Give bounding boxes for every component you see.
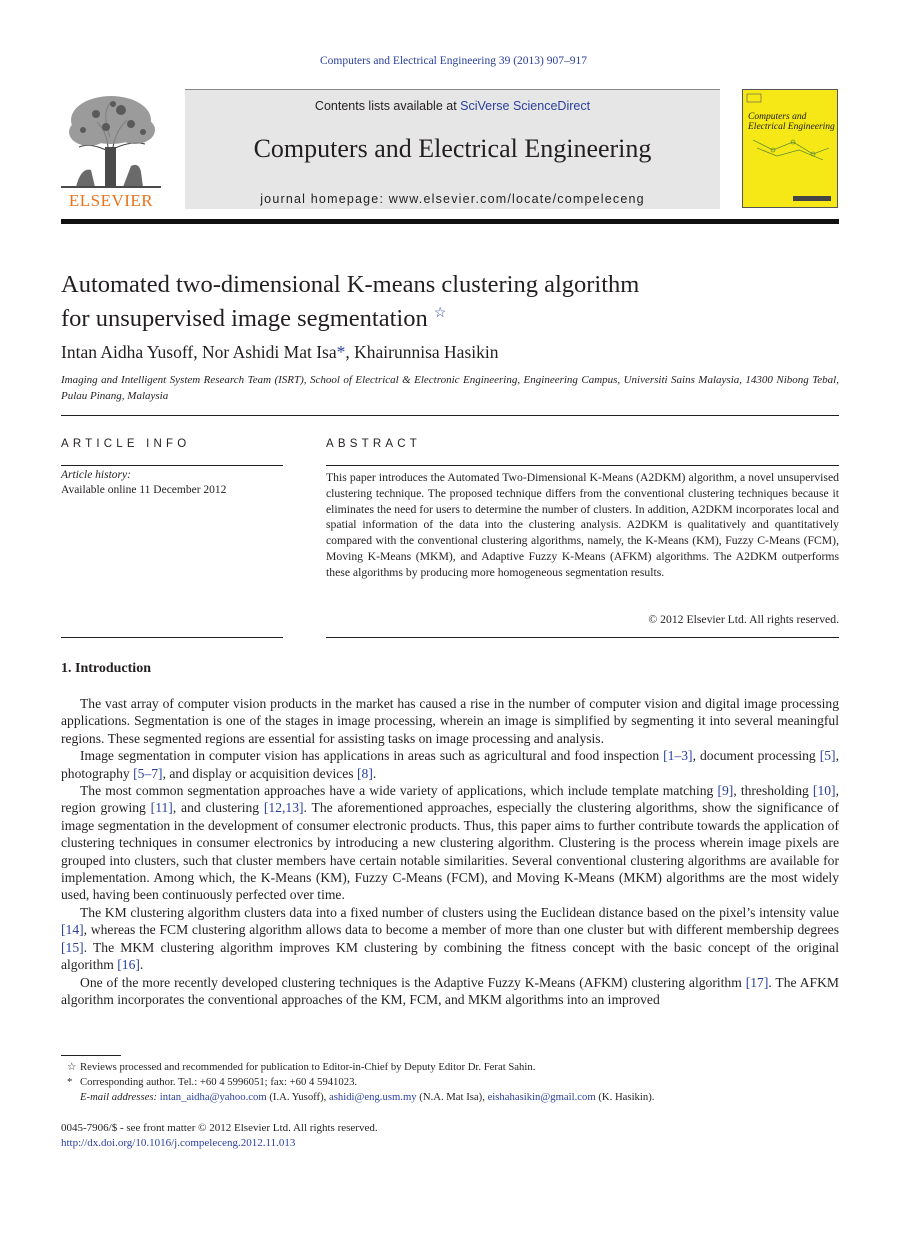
issn-block: [61, 1121, 378, 1151]
author-3: , Khairunnisa Hasikin: [345, 342, 499, 362]
email-link[interactable]: eishahasikin@gmail.com: [487, 1091, 596, 1103]
footnote-rule: [61, 1055, 121, 1056]
text: , thresholding: [733, 783, 813, 799]
text: , and clustering: [172, 800, 264, 816]
doi-link[interactable]: http://dx.doi.org/10.1016/j.compeleceng.2012.11.013: [61, 1137, 296, 1149]
footnote-corresponding: [61, 1075, 839, 1090]
paragraph-3: [61, 782, 839, 904]
text: . The MKM clustering algorithm improves KM clustering by combining the fitness concept with the basic concept of the original algorithm: [61, 939, 839, 973]
section-heading-introduction: 1. Introduction: [61, 661, 151, 676]
footnotes: [61, 1060, 839, 1105]
footnote-corr-text: Corresponding author. Tel.: +60 4 5996051; fax: +60 4 5941023.: [80, 1076, 358, 1088]
banner-top-rule: [185, 89, 720, 90]
email-owner: (K. Hasikin).: [595, 1091, 655, 1103]
paragraph-2: [61, 747, 839, 782]
footnote-emails: [61, 1090, 839, 1105]
email-owner: (I.A. Yusoff),: [266, 1091, 329, 1103]
abstract-text: This paper introduces the Automated Two-Dimensional K-Means (A2DKM) algorithm, a novel unsupervised clustering technique. The proposed technique differs from the conventional clustering techniques because it eliminates the need for users to determine the number of clusters. In addition, A2DKM incorporates local and spatial information of the data into the clustering analysis. A2DKM is qualitatively and quantitatively compared with the conventional clustering algorithms, namely, the K-Means (KM), Fuzzy C-Means (FCM), Moving K-Means (MKM), and Adaptive Fuzzy K-Means (AFKM) algorithms. The A2DKM outperforms these algorithms by producing more homogeneous segmentation results.: [326, 471, 839, 579]
citation-ref[interactable]: [15]: [61, 939, 84, 955]
author-2: Nor Ashidi Mat Isa: [201, 342, 337, 362]
paragraph-5: [61, 974, 839, 1009]
abstract-rule-bottom: [326, 637, 839, 638]
text: , whereas the FCM clustering algorithm allows data to become a member of more than one cluster but with different membership degrees: [83, 922, 839, 938]
elsevier-wordmark: ELSEVIER: [68, 191, 154, 210]
email-link[interactable]: ashidi@eng.usm.my: [329, 1091, 417, 1103]
text: .: [372, 765, 377, 781]
article-history-value: Available online 11 December 2012: [61, 484, 227, 496]
citation-ref[interactable]: [11]: [150, 800, 173, 816]
citation-ref[interactable]: [14]: [61, 922, 84, 938]
text: , document processing: [692, 748, 820, 764]
footnote-corr-mark: *: [67, 1076, 73, 1088]
email-label: E-mail addresses:: [80, 1091, 158, 1103]
text: , region growing: [61, 783, 839, 816]
text: The most common segmentation approaches have a wide variety of applications, which include template matching: [80, 783, 718, 799]
paragraph-4: [61, 904, 839, 974]
article-info-rule-top: [61, 465, 283, 466]
author-list: [61, 342, 498, 363]
text: , photography: [61, 748, 839, 781]
introduction-body: [61, 695, 839, 1008]
affiliation: Imaging and Intelligent System Research Team (ISRT), School of Electrical & Electronic Engineering, Engineering Campus, Universiti Sains Malaysia, 14300 Nibong Tebal, Pulau Pinang, Malaysia: [61, 374, 839, 402]
email-owner: (N.A. Mat Isa),: [416, 1091, 488, 1103]
contents-prefix: Contents lists available at: [314, 99, 461, 113]
citation-ref[interactable]: [5]: [819, 748, 836, 764]
header-rule: [61, 219, 839, 224]
citation-ref[interactable]: [5–7]: [133, 765, 163, 781]
text: The KM clustering algorithm clusters data into a fixed number of clusters using the Euclidean distance based on the pixel’s intensity value: [80, 904, 839, 920]
journal-homepage[interactable]: journal homepage: www.elsevier.com/locate/compeleceng: [260, 192, 645, 206]
text: , and display or acquisition devices: [162, 765, 357, 781]
citation-ref[interactable]: [16]: [117, 957, 140, 973]
journal-cover-thumbnail[interactable]: [742, 89, 838, 208]
article-title: [61, 270, 761, 333]
citation-ref[interactable]: [10]: [812, 783, 836, 799]
corresponding-author-mark[interactable]: *: [336, 342, 346, 362]
article-history-label: Article history:: [61, 469, 131, 481]
citation-ref[interactable]: [17]: [745, 974, 769, 990]
contents-available: [185, 99, 720, 113]
abstract-copyright: © 2012 Elsevier Ltd. All rights reserved.: [648, 613, 839, 626]
email-link[interactable]: intan_aidha@yahoo.com: [159, 1091, 267, 1103]
abstract-label: ABSTRACT: [326, 438, 421, 450]
author-1: Intan Aidha Yusoff,: [61, 342, 202, 362]
citation-ref[interactable]: [9]: [717, 783, 734, 799]
title-line-1: Automated two-dimensional K-means clustering algorithm: [61, 271, 640, 298]
footnote-star-mark: ☆: [67, 1061, 77, 1073]
journal-name: Computers and Electrical Engineering: [253, 134, 652, 163]
sciencedirect-link[interactable]: SciVerse ScienceDirect: [460, 99, 591, 113]
text: . The AFKM algorithm incorporates the conventional approaches of the KM, FCM, and MKM algorithms into an improved: [61, 974, 839, 1007]
text: . The aforementioned approaches, especially the clustering algorithms, show the significance of image segmentation in the development of consumer electronic products. Thus, this paper aims to further contribute towards the application of clustering techniques in consumer electronics by introducing a new clustering algorithm. Clustering is the process wherein image pixels are grouped into clusters, such that cluster members have certain notable similarities. Several conventional clustering algorithms are available for implementation. Among which, the K-Means (KM), Fuzzy C-Means (FCM), and Moving K-Means (MKM) algorithms are the most widely used, having been continuously perfected over time.: [61, 800, 840, 903]
text: Image segmentation in computer vision has applications in areas such as agricultural and food inspection: [80, 748, 664, 764]
footnote-star: [61, 1060, 839, 1075]
cover-title: Computers and Electrical Engineering: [748, 112, 835, 132]
text: .: [139, 957, 144, 973]
citation-ref[interactable]: [8]: [357, 765, 373, 781]
citation-ref[interactable]: [12,13]: [263, 800, 304, 816]
issn-line: 0045-7906/$ - see front matter © 2012 Elsevier Ltd. All rights reserved.: [61, 1122, 378, 1134]
footnote-star-text: Reviews processed and recommended for publication to Editor-in-Chief by Deputy Editor Dr. Ferat Sahin.: [80, 1061, 536, 1073]
divider: [61, 415, 839, 416]
citation-ref[interactable]: [1–3]: [663, 748, 693, 764]
text: One of the more recently developed clustering techniques is the Adaptive Fuzzy K-Means (AFKM) clustering algorithm: [80, 974, 746, 990]
article-info-label: ARTICLE INFO: [61, 438, 191, 450]
title-line-2: for unsupervised image segmentation: [61, 305, 428, 333]
title-footnote-star[interactable]: ☆: [433, 306, 447, 321]
journal-citation[interactable]: Computers and Electrical Engineering 39 (2013) 907–917: [320, 55, 587, 67]
abstract-rule-top: [326, 465, 839, 466]
article-info-rule-bottom: [61, 637, 283, 638]
paragraph-1: The vast array of computer vision products in the market has caused a rise in the number of computer vision and digital image processing applications. Segmentation is one of the stages in image processing, wherein an image is simplified by segmenting it into several meaningful regions. These segmented regions are essential for assisting tasks on image processing and analysis.: [61, 696, 839, 746]
cover-artwork: [743, 90, 837, 207]
